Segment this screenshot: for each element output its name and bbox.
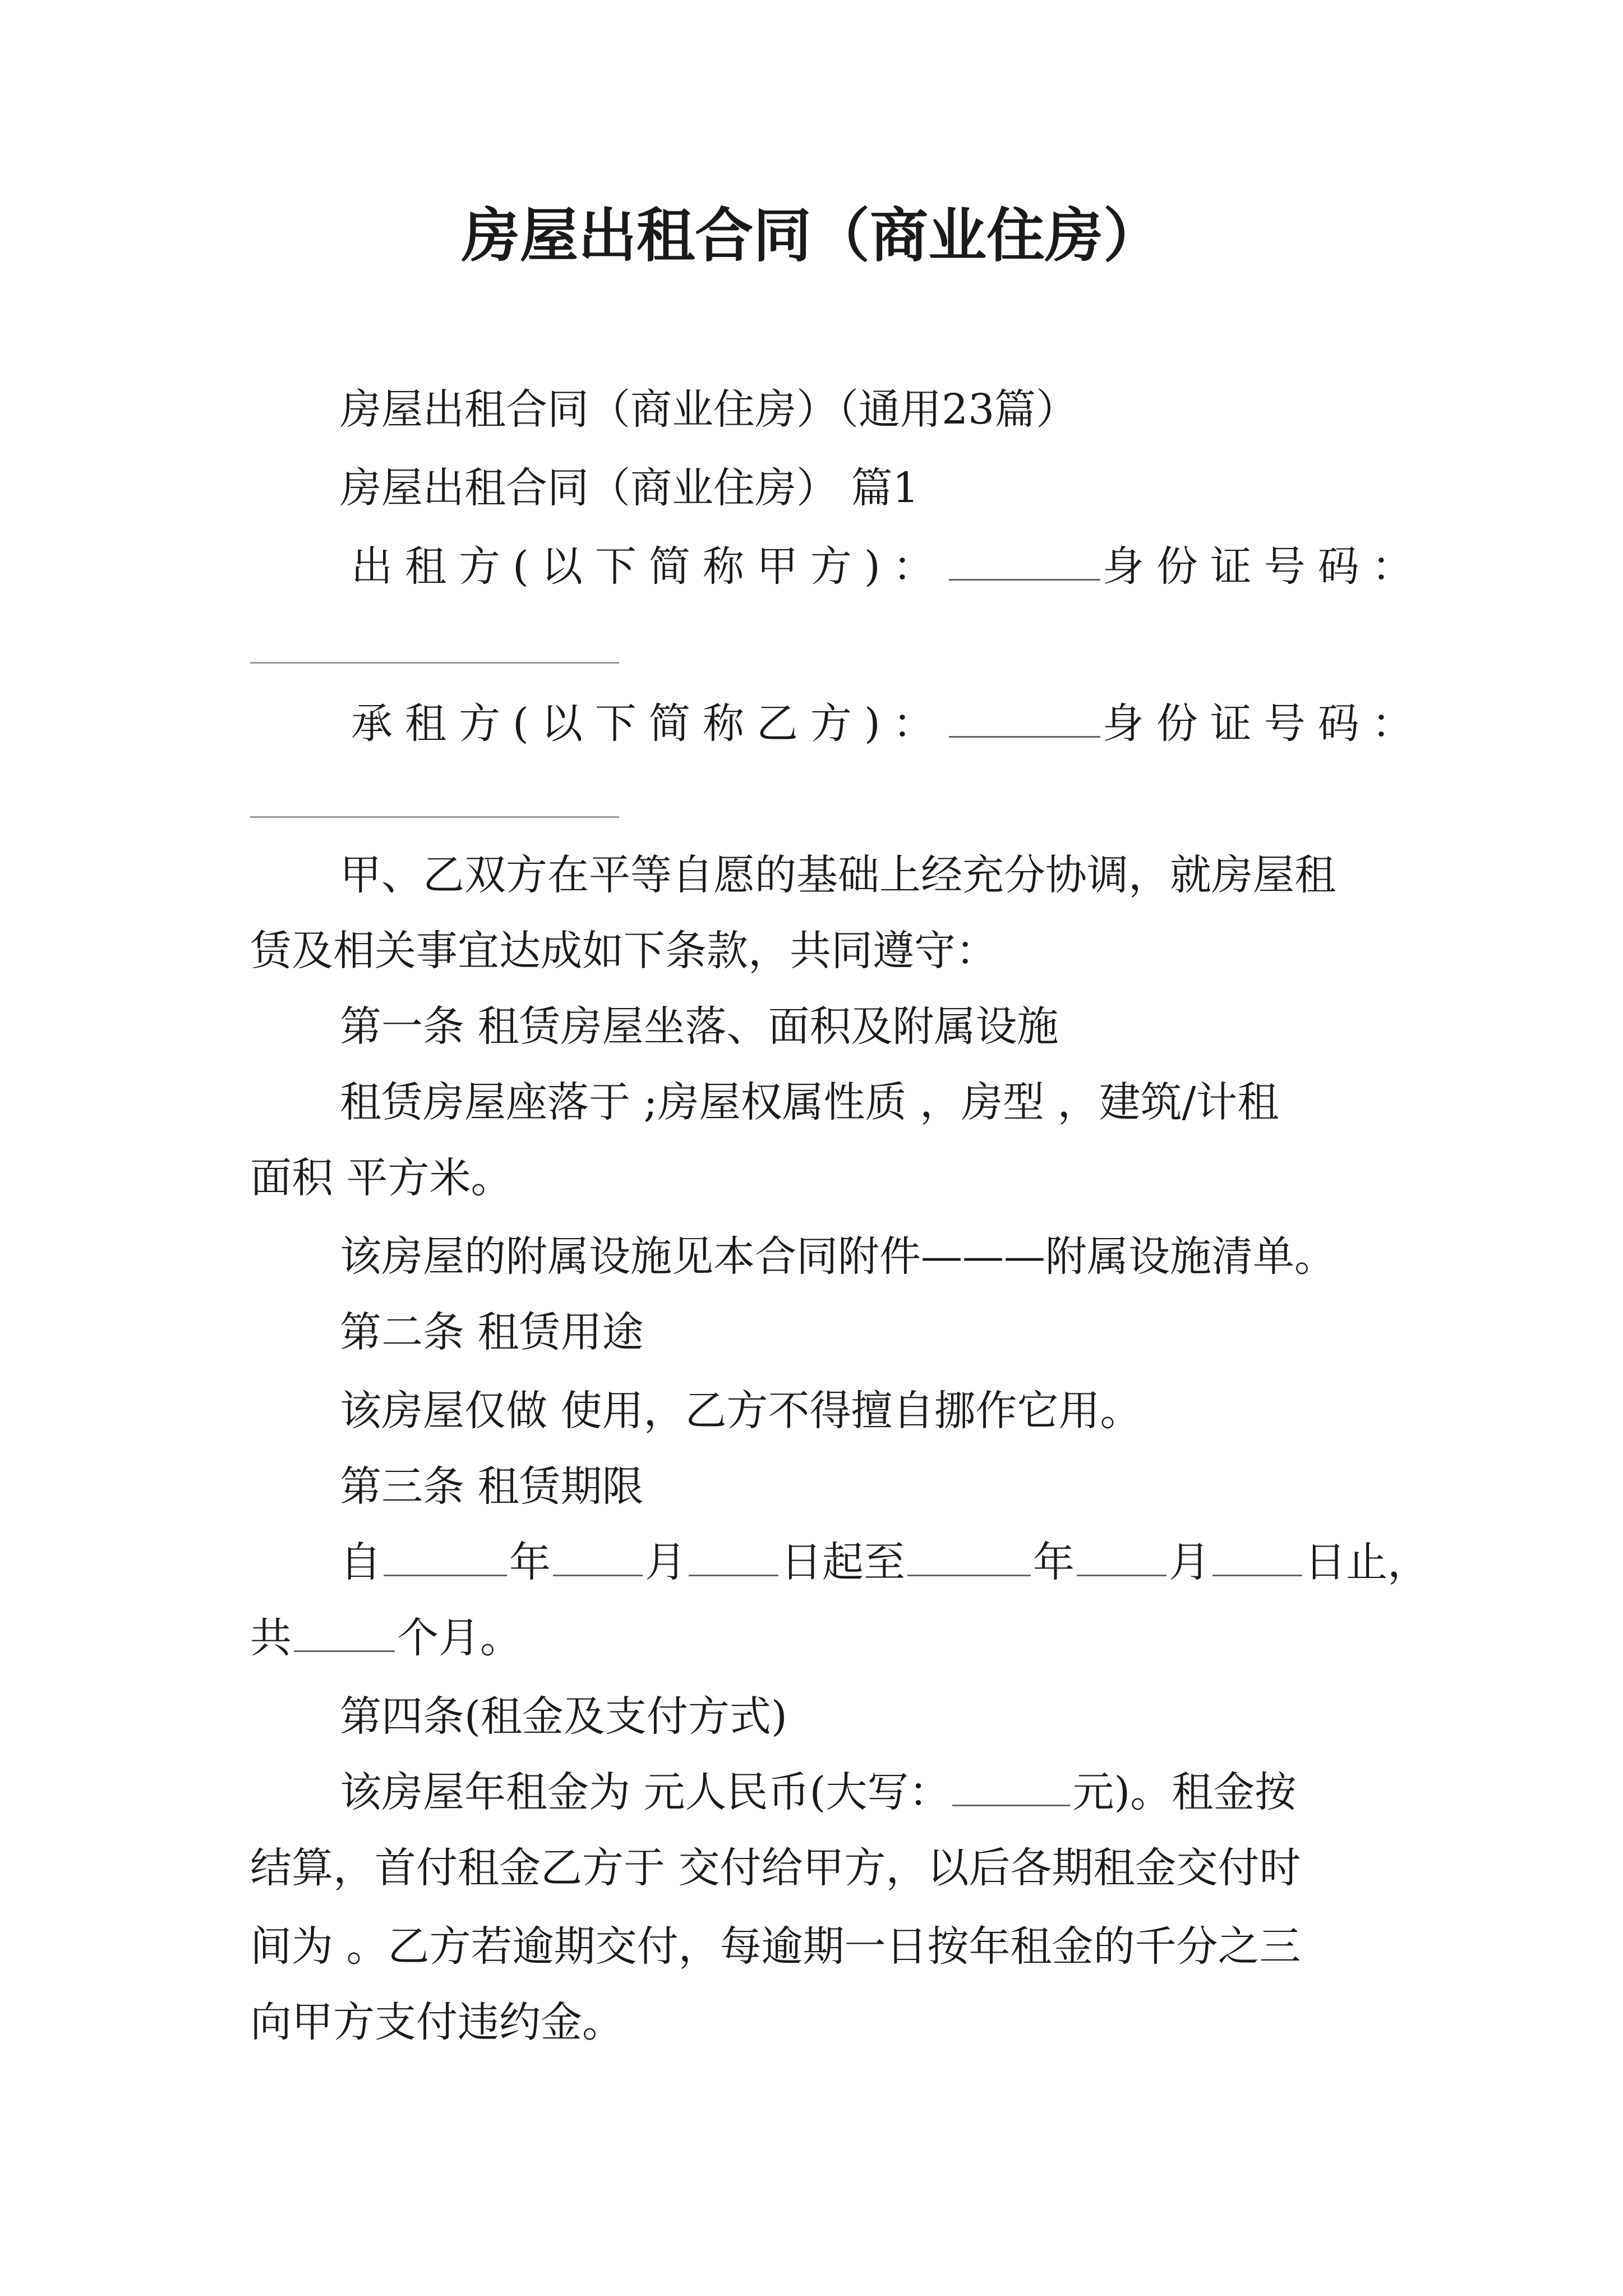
start-day-blank: [689, 1539, 778, 1576]
text-day-to: 日止，: [1304, 1538, 1429, 1586]
article-1-text-1: 租赁房屋座落于 ;房屋权属性质 ，房型 ，建筑/计租: [340, 1078, 1279, 1126]
lessee-name-blank: [949, 700, 1100, 738]
lessor-id-blank: [250, 662, 619, 664]
article-4-line-3: 间为 。乙方若逾期交付，每逾期一日按年租金的千分之三: [250, 1922, 1301, 1971]
rent-amount-text: 该房屋年租金为 元人民币(大写：: [340, 1768, 951, 1816]
lessor-line: [351, 539, 1426, 595]
lessor-name-blank: [949, 543, 1100, 581]
article-4-line-4: 向甲方支付违约金。: [250, 1998, 624, 2046]
rent-uppercase-blank: [952, 1769, 1070, 1806]
text-from: 自: [340, 1538, 381, 1586]
lessee-id-label: 身份证号码：: [1102, 700, 1426, 748]
text-day-from: 日起至: [781, 1538, 905, 1586]
lessee-id-blank: [250, 816, 619, 818]
end-year-blank: [907, 1539, 1031, 1576]
lessor-label: 出租方(以下简称甲方)：: [351, 542, 947, 591]
article-3-title: 第三条 租赁期限: [340, 1462, 644, 1511]
text-total: 共: [250, 1614, 292, 1662]
article-4-title: 第四条(租金及支付方式): [340, 1692, 787, 1741]
start-month-blank: [553, 1539, 643, 1576]
lessee-line: [351, 696, 1426, 752]
document-subtitle: 房屋出租合同（商业住房）（通用23篇）: [340, 385, 1078, 434]
text-months: 个月。: [397, 1614, 522, 1662]
rent-settlement-text: 元)。租金按: [1072, 1768, 1297, 1816]
article-1-text-2: 面积 平方米。: [250, 1154, 513, 1202]
text-month: 月: [645, 1538, 686, 1586]
total-months-blank: [294, 1614, 395, 1652]
text-year-2: 年: [1033, 1538, 1075, 1586]
text-year: 年: [509, 1538, 551, 1586]
article-4-line-2: 结算，首付租金乙方于 交付给甲方，以后各期租金交付时: [250, 1844, 1301, 1892]
text-month-2: 月: [1169, 1538, 1210, 1586]
lessor-id-label: 身份证号码：: [1102, 542, 1426, 591]
article-1-text-3: 该房屋的附属设施见本合同附件———附属设施清单。: [340, 1232, 1336, 1281]
section-heading: 房屋出租合同（商业住房） 篇1: [340, 464, 919, 512]
article-4-line-1: [340, 1764, 1296, 1820]
end-month-blank: [1077, 1539, 1166, 1576]
article-2-title: 第二条 租赁用途: [340, 1308, 644, 1356]
start-year-blank: [384, 1539, 507, 1576]
article-3-period-line: [340, 1534, 1429, 1590]
preamble-line-1: 甲、乙双方在平等自愿的基础上经充分协调，就房屋租: [340, 851, 1336, 899]
preamble-line-2: 赁及相关事宜达成如下条款，共同遵守：: [250, 927, 997, 975]
end-day-blank: [1212, 1539, 1302, 1576]
article-1-title: 第一条 租赁房屋坐落、面积及附属设施: [340, 1002, 1059, 1051]
lessee-label: 承租方(以下简称乙方)：: [351, 700, 947, 748]
document-title: 房屋出租合同（商业住房）: [461, 201, 1161, 270]
article-3-total-line: [250, 1610, 522, 1666]
article-2-text: 该房屋仅做 使用，乙方不得擅自挪作它用。: [340, 1387, 1142, 1435]
